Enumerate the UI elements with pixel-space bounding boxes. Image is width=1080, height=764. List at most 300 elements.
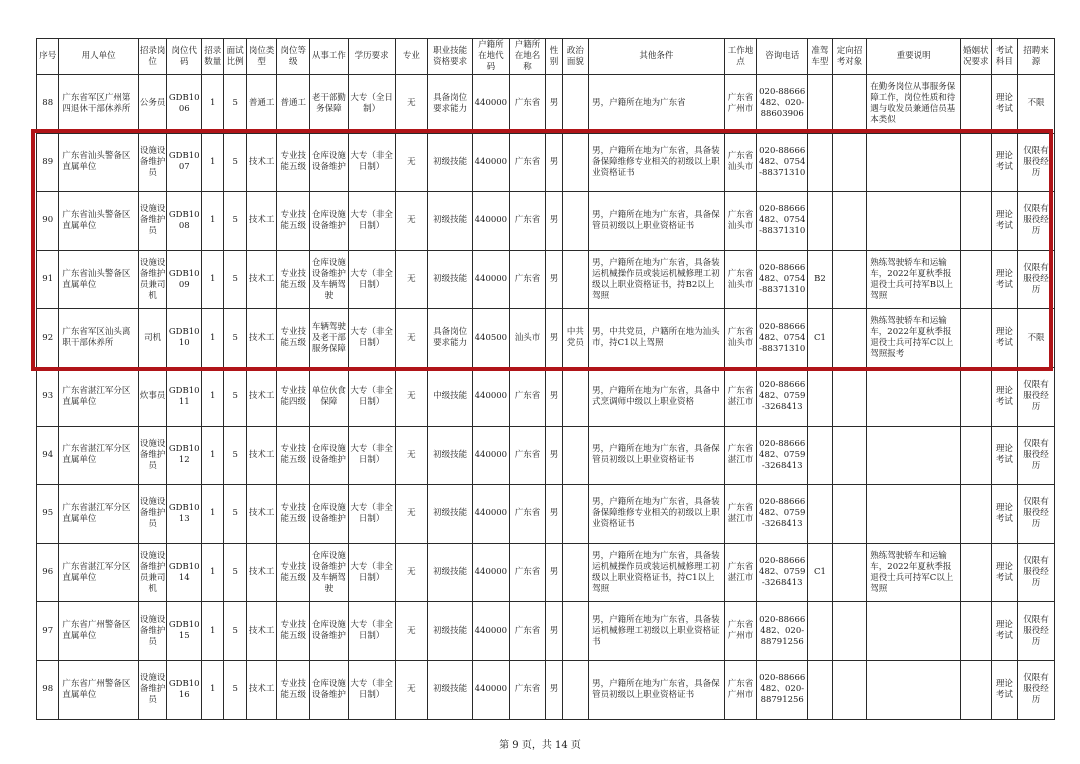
table-cell: 广东省湛江军分区直属单位 [59,485,138,544]
table-cell: 具备岗位要求能力 [428,309,473,368]
table-cell [867,192,961,251]
table-cell: 91 [37,250,59,309]
table-cell: GDB1012 [167,426,202,485]
table-cell: 440000 [473,250,510,309]
table-cell [562,426,588,485]
table-cell: 熟练驾驶轿车和运输车，2022年夏秋季报退役士兵可持军C以上驾照报考 [867,309,961,368]
table-cell: 司机 [138,309,167,368]
table-cell: 1 [202,426,224,485]
table-cell: 技术工 [246,660,277,719]
table-row [37,309,1055,368]
table-cell: 不限 [1018,309,1055,368]
table-cell: 男 [546,543,562,602]
table-cell: 大专（非全日制） [348,250,395,309]
table-cell: 1 [202,367,224,426]
table-row [37,660,1055,719]
table-cell: 无 [395,367,428,426]
table-cell: 仅限有服役经历 [1018,660,1055,719]
table-cell [808,485,832,544]
table-cell: 熟练驾驶轿车和运输车，2022年夏秋季报退役士兵可持军C以上驾照 [867,543,961,602]
table-cell: 1 [202,192,224,251]
table-row [37,426,1055,485]
table-cell: 020-88666482、0754-88371310 [757,309,808,368]
table-cell [808,133,832,192]
column-header: 准驾车型 [808,39,832,75]
table-cell: 炊事员 [138,367,167,426]
table-cell: 广东省汕头市 [724,309,757,368]
table-cell: 大专（非全日制） [348,309,395,368]
table-cell: 无 [395,426,428,485]
table-cell: 技术工 [246,192,277,251]
table-cell: 技术工 [246,133,277,192]
table-cell [867,367,961,426]
recruitment-table-container [36,38,1055,720]
column-header: 岗位代码 [167,39,202,75]
table-cell: 理论考试 [991,75,1017,134]
table-body [37,75,1055,720]
table-cell: 仓库设施设备维护及车辆驾驶 [310,543,349,602]
table-cell [867,602,961,661]
table-cell [961,250,992,309]
column-header: 从事工作 [310,39,349,75]
table-cell: GDB1016 [167,660,202,719]
table-cell: 理论考试 [991,192,1017,251]
table-cell: 大专（非全日制） [348,192,395,251]
table-cell: GDB1014 [167,543,202,602]
table-cell: 5 [224,485,246,544]
table-cell: 设施设备维护员兼司机 [138,250,167,309]
table-cell: GDB1007 [167,133,202,192]
table-cell: 专业技能五级 [277,602,310,661]
column-header: 职业技能资格要求 [428,39,473,75]
table-cell: 大专（非全日制） [348,543,395,602]
table-cell: GDB1008 [167,192,202,251]
table-cell: 广东省 [509,192,546,251]
table-cell: 初级技能 [428,250,473,309]
table-cell: 广东省 [509,133,546,192]
table-cell: 5 [224,367,246,426]
table-cell: 020-88666482、0759-3268413 [757,367,808,426]
table-cell: 仅限有服役经历 [1018,367,1055,426]
table-cell: 020-88666482、020-88603906 [757,75,808,134]
table-cell: 广东省 [509,250,546,309]
table-cell: 1 [202,543,224,602]
table-cell [867,660,961,719]
table-cell: 广东省 [509,660,546,719]
table-cell: 5 [224,426,246,485]
table-cell: GDB1009 [167,250,202,309]
table-cell: 初级技能 [428,192,473,251]
table-cell: 1 [202,602,224,661]
table-cell: 90 [37,192,59,251]
table-cell: 98 [37,660,59,719]
table-cell: 男 [546,75,562,134]
table-cell: 大专（非全日制） [348,485,395,544]
table-cell: 仅限有服役经历 [1018,602,1055,661]
table-cell [832,367,867,426]
table-cell: 男 [546,192,562,251]
table-cell: 仅限有服役经历 [1018,133,1055,192]
table-cell: 技术工 [246,602,277,661]
column-header: 学历要求 [348,39,395,75]
table-cell: 仓库设施设备维护及车辆驾驶 [310,250,349,309]
table-cell: 97 [37,602,59,661]
column-header: 工作地点 [724,39,757,75]
table-cell: 单位伙食保障 [310,367,349,426]
table-cell: 1 [202,485,224,544]
table-row [37,250,1055,309]
table-cell: 440000 [473,133,510,192]
table-cell: GDB1010 [167,309,202,368]
table-cell: 广东省 [509,426,546,485]
table-cell [961,485,992,544]
table-cell: 大专（非全日制） [348,133,395,192]
table-cell [808,367,832,426]
table-cell [867,133,961,192]
table-cell: 仓库设施设备维护 [310,192,349,251]
table-cell: 广东省湛江军分区直属单位 [59,426,138,485]
table-cell: 车辆驾驶及老干部服务保障 [310,309,349,368]
table-cell: 男 [546,660,562,719]
table-cell [961,543,992,602]
table-cell: GDB1013 [167,485,202,544]
table-cell: 440000 [473,192,510,251]
table-cell: 1 [202,133,224,192]
table-cell: 大专（全日制） [348,75,395,134]
table-cell: 5 [224,309,246,368]
table-cell: GDB1006 [167,75,202,134]
table-cell: 88 [37,75,59,134]
table-cell [867,485,961,544]
table-cell [961,133,992,192]
table-cell: 男，户籍所在地为广东省，具备中式烹调师中级以上职业资格 [589,367,725,426]
table-cell: 男 [546,133,562,192]
table-cell: 5 [224,133,246,192]
page-number: 第 9 页，共 14 页 [499,740,581,751]
table-cell [562,133,588,192]
table-cell: 设施设备维护员 [138,485,167,544]
table-cell: 初级技能 [428,485,473,544]
table-cell: 仅限有服役经历 [1018,543,1055,602]
table-cell: 1 [202,75,224,134]
table-cell: 男，户籍所在地为广东省，具备装备保障维修专业相关的初级以上职业资格证书 [589,133,725,192]
table-cell: 初级技能 [428,602,473,661]
table-cell: 男 [546,367,562,426]
table-cell: 仅限有服役经历 [1018,192,1055,251]
column-header: 重要说明 [867,39,961,75]
table-cell: 440000 [473,543,510,602]
table-cell [808,192,832,251]
table-cell [832,75,867,134]
table-cell: 男，户籍所在地为广东省 [589,75,725,134]
column-header: 招录岗位 [138,39,167,75]
table-cell: 广东省 [509,75,546,134]
table-cell: 5 [224,602,246,661]
table-cell: 男 [546,250,562,309]
table-cell: 技术工 [246,543,277,602]
table-cell: 广东省 [509,367,546,426]
table-cell: 设施设备维护员 [138,426,167,485]
table-cell: 无 [395,250,428,309]
table-cell: 广东省湛江军分区直属单位 [59,367,138,426]
table-cell: 广东省汕头警备区直属单位 [59,133,138,192]
table-cell: 男 [546,426,562,485]
table-cell: 广东省军区汕头离职干部休养所 [59,309,138,368]
table-cell: 1 [202,309,224,368]
table-row [37,75,1055,134]
table-cell: 无 [395,660,428,719]
table-cell: 无 [395,602,428,661]
table-cell: 理论考试 [991,660,1017,719]
table-cell: 020-88666482、0759-3268413 [757,485,808,544]
table-cell [961,309,992,368]
table-cell: 89 [37,133,59,192]
table-cell [961,75,992,134]
table-cell [832,660,867,719]
table-cell [961,192,992,251]
table-cell: 020-88666482、0759-3268413 [757,426,808,485]
table-cell: 1 [202,250,224,309]
table-cell: 440000 [473,660,510,719]
table-cell [562,250,588,309]
table-cell: GDB1015 [167,602,202,661]
table-cell: 设施设备维护员 [138,660,167,719]
table-cell: 初级技能 [428,660,473,719]
table-cell: 广东省湛江市 [724,485,757,544]
table-cell: 技术工 [246,250,277,309]
table-cell: 理论考试 [991,485,1017,544]
table-cell [808,602,832,661]
table-cell: 无 [395,192,428,251]
table-cell [562,367,588,426]
table-cell: 广东省 [509,602,546,661]
table-row [37,133,1055,192]
table-cell [808,426,832,485]
table-cell: 020-88666482、0759-3268413 [757,543,808,602]
table-cell: 技术工 [246,309,277,368]
column-header: 婚姻状况要求 [961,39,992,75]
table-cell: 1 [202,660,224,719]
table-cell: 仓库设施设备维护 [310,660,349,719]
table-cell: 理论考试 [991,309,1017,368]
table-cell: 广东省湛江市 [724,426,757,485]
column-header: 面试比例 [224,39,246,75]
table-cell: 大专（非全日制） [348,660,395,719]
table-cell: 广东省汕头警备区直属单位 [59,192,138,251]
table-cell: 专业技能五级 [277,485,310,544]
table-cell: 男，户籍所在地为广东省，具备保管员初级以上职业资格证书 [589,426,725,485]
table-cell: 5 [224,660,246,719]
table-cell: 理论考试 [991,250,1017,309]
table-cell: 男，户籍所在地为广东省，具备装运机械操作员或装运机械修理工初级以上职业资格证书，持C1以上驾照 [589,543,725,602]
table-cell: 无 [395,309,428,368]
table-cell [832,543,867,602]
table-cell [562,75,588,134]
table-cell: 汕头市 [509,309,546,368]
table-cell [808,660,832,719]
column-header: 咨询电话 [757,39,808,75]
table-cell: 广东省广州市 [724,75,757,134]
table-cell: 大专（非全日制） [348,426,395,485]
table-cell: 具备岗位要求能力 [428,75,473,134]
table-cell: 广东省军区广州第四退休干部休养所 [59,75,138,134]
column-header: 政治面貌 [562,39,588,75]
table-cell: 男，户籍所在地为广东省，具备装备保障维修专业相关的初级以上职业资格证书 [589,485,725,544]
column-header: 序号 [37,39,59,75]
table-cell: 020-88666482、020-88791256 [757,660,808,719]
table-cell: 93 [37,367,59,426]
table-cell: 广东省汕头市 [724,133,757,192]
table-cell: 仅限有服役经历 [1018,426,1055,485]
table-cell: 专业技能五级 [277,192,310,251]
table-cell: 440500 [473,309,510,368]
table-cell: 普通工 [277,75,310,134]
table-cell: 仓库设施设备维护 [310,602,349,661]
table-cell: B2 [808,250,832,309]
table-cell [867,426,961,485]
table-cell: 仅限有服役经历 [1018,485,1055,544]
table-cell: 广东省湛江军分区直属单位 [59,543,138,602]
table-cell: 5 [224,75,246,134]
table-cell: 大专（非全日制） [348,602,395,661]
table-cell: 专业技能五级 [277,309,310,368]
table-cell: 男，户籍所在地为广东省，具备装运机械操作员或装运机械修理工初级以上职业资格证书，持B2以上驾照 [589,250,725,309]
table-cell: 专业技能五级 [277,660,310,719]
table-cell: 440000 [473,75,510,134]
table-cell [832,133,867,192]
table-cell: 5 [224,250,246,309]
header-row [37,39,1055,75]
table-cell [562,485,588,544]
table-cell: 男 [546,602,562,661]
table-cell: C1 [808,543,832,602]
table-cell: 男，中共党员，户籍所在地为汕头市，持C1以上驾照 [589,309,725,368]
table-cell: 仅限有服役经历 [1018,250,1055,309]
table-cell: 广东省广州警备区直属单位 [59,602,138,661]
table-cell: 440000 [473,367,510,426]
column-header: 定向招考对象 [832,39,867,75]
table-cell: 普通工 [246,75,277,134]
table-row [37,602,1055,661]
table-cell: 5 [224,543,246,602]
table-cell: 020-88666482、0754-88371310 [757,192,808,251]
table-cell [961,602,992,661]
table-cell: 广东省湛江市 [724,367,757,426]
table-cell [961,367,992,426]
table-cell: 020-88666482、0754-88371310 [757,250,808,309]
table-cell: 设施设备维护员 [138,192,167,251]
table-cell: 在勤务岗位从事服务保障工作，岗位性质和待遇与收发员兼通信员基本类似 [867,75,961,134]
table-cell: 理论考试 [991,133,1017,192]
table-cell: 理论考试 [991,543,1017,602]
table-cell: 男 [546,485,562,544]
table-cell: 初级技能 [428,426,473,485]
column-header: 岗位类型 [246,39,277,75]
table-cell: 仓库设施设备维护 [310,133,349,192]
column-header: 招录数量 [202,39,224,75]
column-header: 户籍所在地名称 [509,39,546,75]
table-cell: 男，户籍所在地为广东省，具备保管员初级以上职业资格证书 [589,660,725,719]
table-cell: 020-88666482、020-88791256 [757,602,808,661]
table-cell: GDB1011 [167,367,202,426]
table-cell: 94 [37,426,59,485]
table-cell [832,309,867,368]
table-cell [961,426,992,485]
table-cell: 设施设备维护员兼司机 [138,543,167,602]
table-cell: 专业技能五级 [277,250,310,309]
table-cell: 无 [395,485,428,544]
table-cell: 广东省汕头市 [724,250,757,309]
table-cell: 男 [546,309,562,368]
table-cell [832,250,867,309]
table-cell: 440000 [473,485,510,544]
table-cell: 无 [395,75,428,134]
table-cell: 设施设备维护员 [138,602,167,661]
table-cell: 仓库设施设备维护 [310,426,349,485]
table-cell: 95 [37,485,59,544]
table-cell: 不限 [1018,75,1055,134]
table-cell: 技术工 [246,426,277,485]
table-cell: 440000 [473,426,510,485]
table-row [37,543,1055,602]
table-cell: 5 [224,192,246,251]
table-cell: 96 [37,543,59,602]
table-cell: 广东省广州市 [724,660,757,719]
table-cell: 初级技能 [428,543,473,602]
table-cell: 技术工 [246,485,277,544]
table-cell: 仓库设施设备维护 [310,485,349,544]
table-cell: 广东省汕头警备区直属单位 [59,250,138,309]
column-header: 岗位等级 [277,39,310,75]
table-cell: 无 [395,133,428,192]
table-cell [832,485,867,544]
table-cell: 广东省湛江市 [724,543,757,602]
table-cell: 公务员 [138,75,167,134]
table-cell: 无 [395,543,428,602]
table-cell [961,660,992,719]
table-cell: 老干部勤务保障 [310,75,349,134]
table-cell [832,602,867,661]
recruitment-table [36,38,1055,720]
table-cell [832,192,867,251]
column-header: 性别 [546,39,562,75]
table-cell: 大专（非全日制） [348,367,395,426]
table-cell: 理论考试 [991,602,1017,661]
table-cell: 设施设备维护员 [138,133,167,192]
table-cell [562,192,588,251]
table-cell: 理论考试 [991,426,1017,485]
table-cell: 专业技能五级 [277,426,310,485]
table-cell: 广东省 [509,485,546,544]
table-cell: 020-88666482、0754-88371310 [757,133,808,192]
table-row [37,485,1055,544]
table-cell: 专业技能五级 [277,543,310,602]
column-header: 户籍所在地代码 [473,39,510,75]
column-header: 招聘来源 [1018,39,1055,75]
table-cell: 广东省广州警备区直属单位 [59,660,138,719]
column-header: 用人单位 [59,39,138,75]
table-cell: 92 [37,309,59,368]
table-cell: C1 [808,309,832,368]
table-cell [562,543,588,602]
table-row [37,367,1055,426]
table-cell: 广东省 [509,543,546,602]
table-cell: 中共党员 [562,309,588,368]
table-cell: 中级技能 [428,367,473,426]
column-header: 专业 [395,39,428,75]
table-cell: 男，户籍所在地为广东省，具备装运机械修理工初级以上职业资格证书 [589,602,725,661]
table-row [37,192,1055,251]
